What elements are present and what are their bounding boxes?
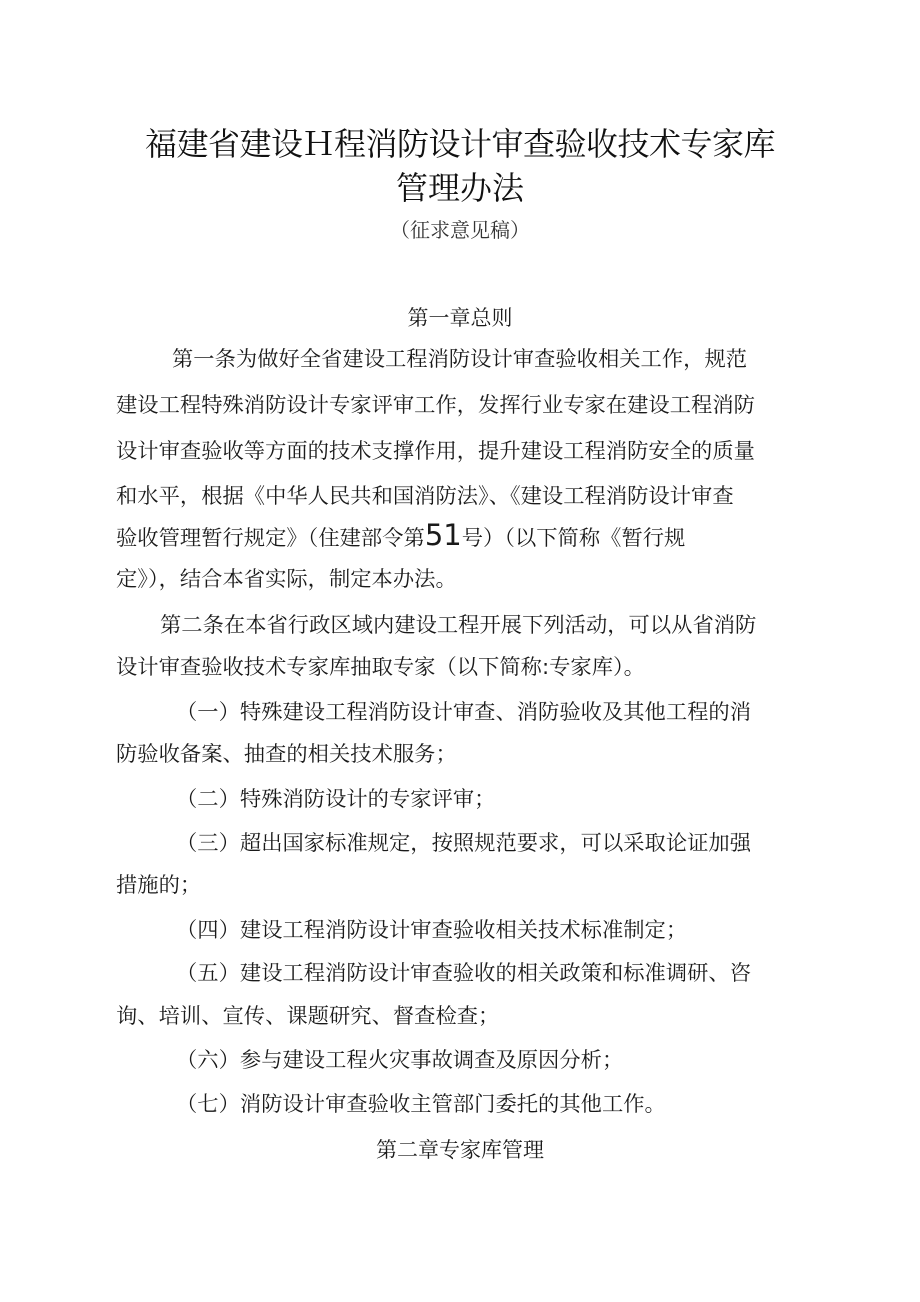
article1-lead: 第一条 (172, 347, 236, 372)
article1-text1: 为做好全省建设工程消防设计审查验收相关工作，规范 (235, 347, 748, 372)
article2-text1: 在本省行政区域内建设工程开展下列活动，可以从省消防 (223, 613, 757, 638)
article1-line3: 设计审查验收等方面的技术支撑作用，提升建设工程消防安全的质量 (116, 439, 755, 464)
item5-line1: （五）建设工程消防设计审查验收的相关政策和标准调研、咨 (176, 961, 752, 986)
chapter1-heading: 第一章总则 (407, 306, 513, 330)
item7: （七）消防设计审查验收主管部门委托的其他工作。 (176, 1092, 666, 1117)
article1-line5-pre: 验收管理暂行规定》（住建部令第 (116, 526, 425, 551)
article2-lead: 第二条 (160, 613, 224, 638)
article1-line4: 和水平，根据《中华人民共和国消防法》、《建设工程消防设计审查 (116, 484, 734, 509)
item6: （六）参与建设工程火灾事故调查及原因分析； (176, 1048, 624, 1073)
item5-line2: 询、培训、宣传、课题研究、督查检查； (116, 1004, 500, 1029)
article1-line6: 定》），结合本省实际，制定本办法。 (116, 567, 457, 592)
document-title-line1: 福建省建设Ｈ程消防设计审查验收技术专家库 (144, 125, 775, 163)
chapter2-heading: 第二章专家库管理 (376, 1138, 544, 1162)
item1-line1: （一）特殊建设工程消防设计审查、消防验收及其他工程的消 (176, 700, 752, 725)
article2-line1 (160, 609, 820, 643)
item3-line1: （三）超出国家标准规定，按照规范要求，可以采取论证加强 (176, 831, 752, 856)
document-subtitle: （征求意见稿） (390, 218, 530, 242)
item4: （四）建设工程消防设计审查验收相关技术标准制定； (176, 918, 688, 943)
article2-line2: 设计审查验收技术专家库抽取专家（以下简称:专家库）。 (116, 655, 645, 680)
decree-number: 51 (424, 518, 462, 552)
article1-line5-post: 号）（以下简称《暂行规 (461, 526, 686, 551)
article1-line2: 建设工程特殊消防设计专家评审工作，发挥行业专家在建设工程消防 (116, 393, 755, 418)
article1-line5 (116, 518, 816, 556)
article1-line1 (172, 343, 822, 377)
item1-line2: 防验收备案、抽查的相关技术服务； (116, 742, 457, 767)
item2: （二）特殊消防设计的专家评审； (176, 787, 496, 812)
document-title-line2: 管理办法 (395, 169, 524, 207)
item3-line2: 措施的； (116, 873, 202, 898)
